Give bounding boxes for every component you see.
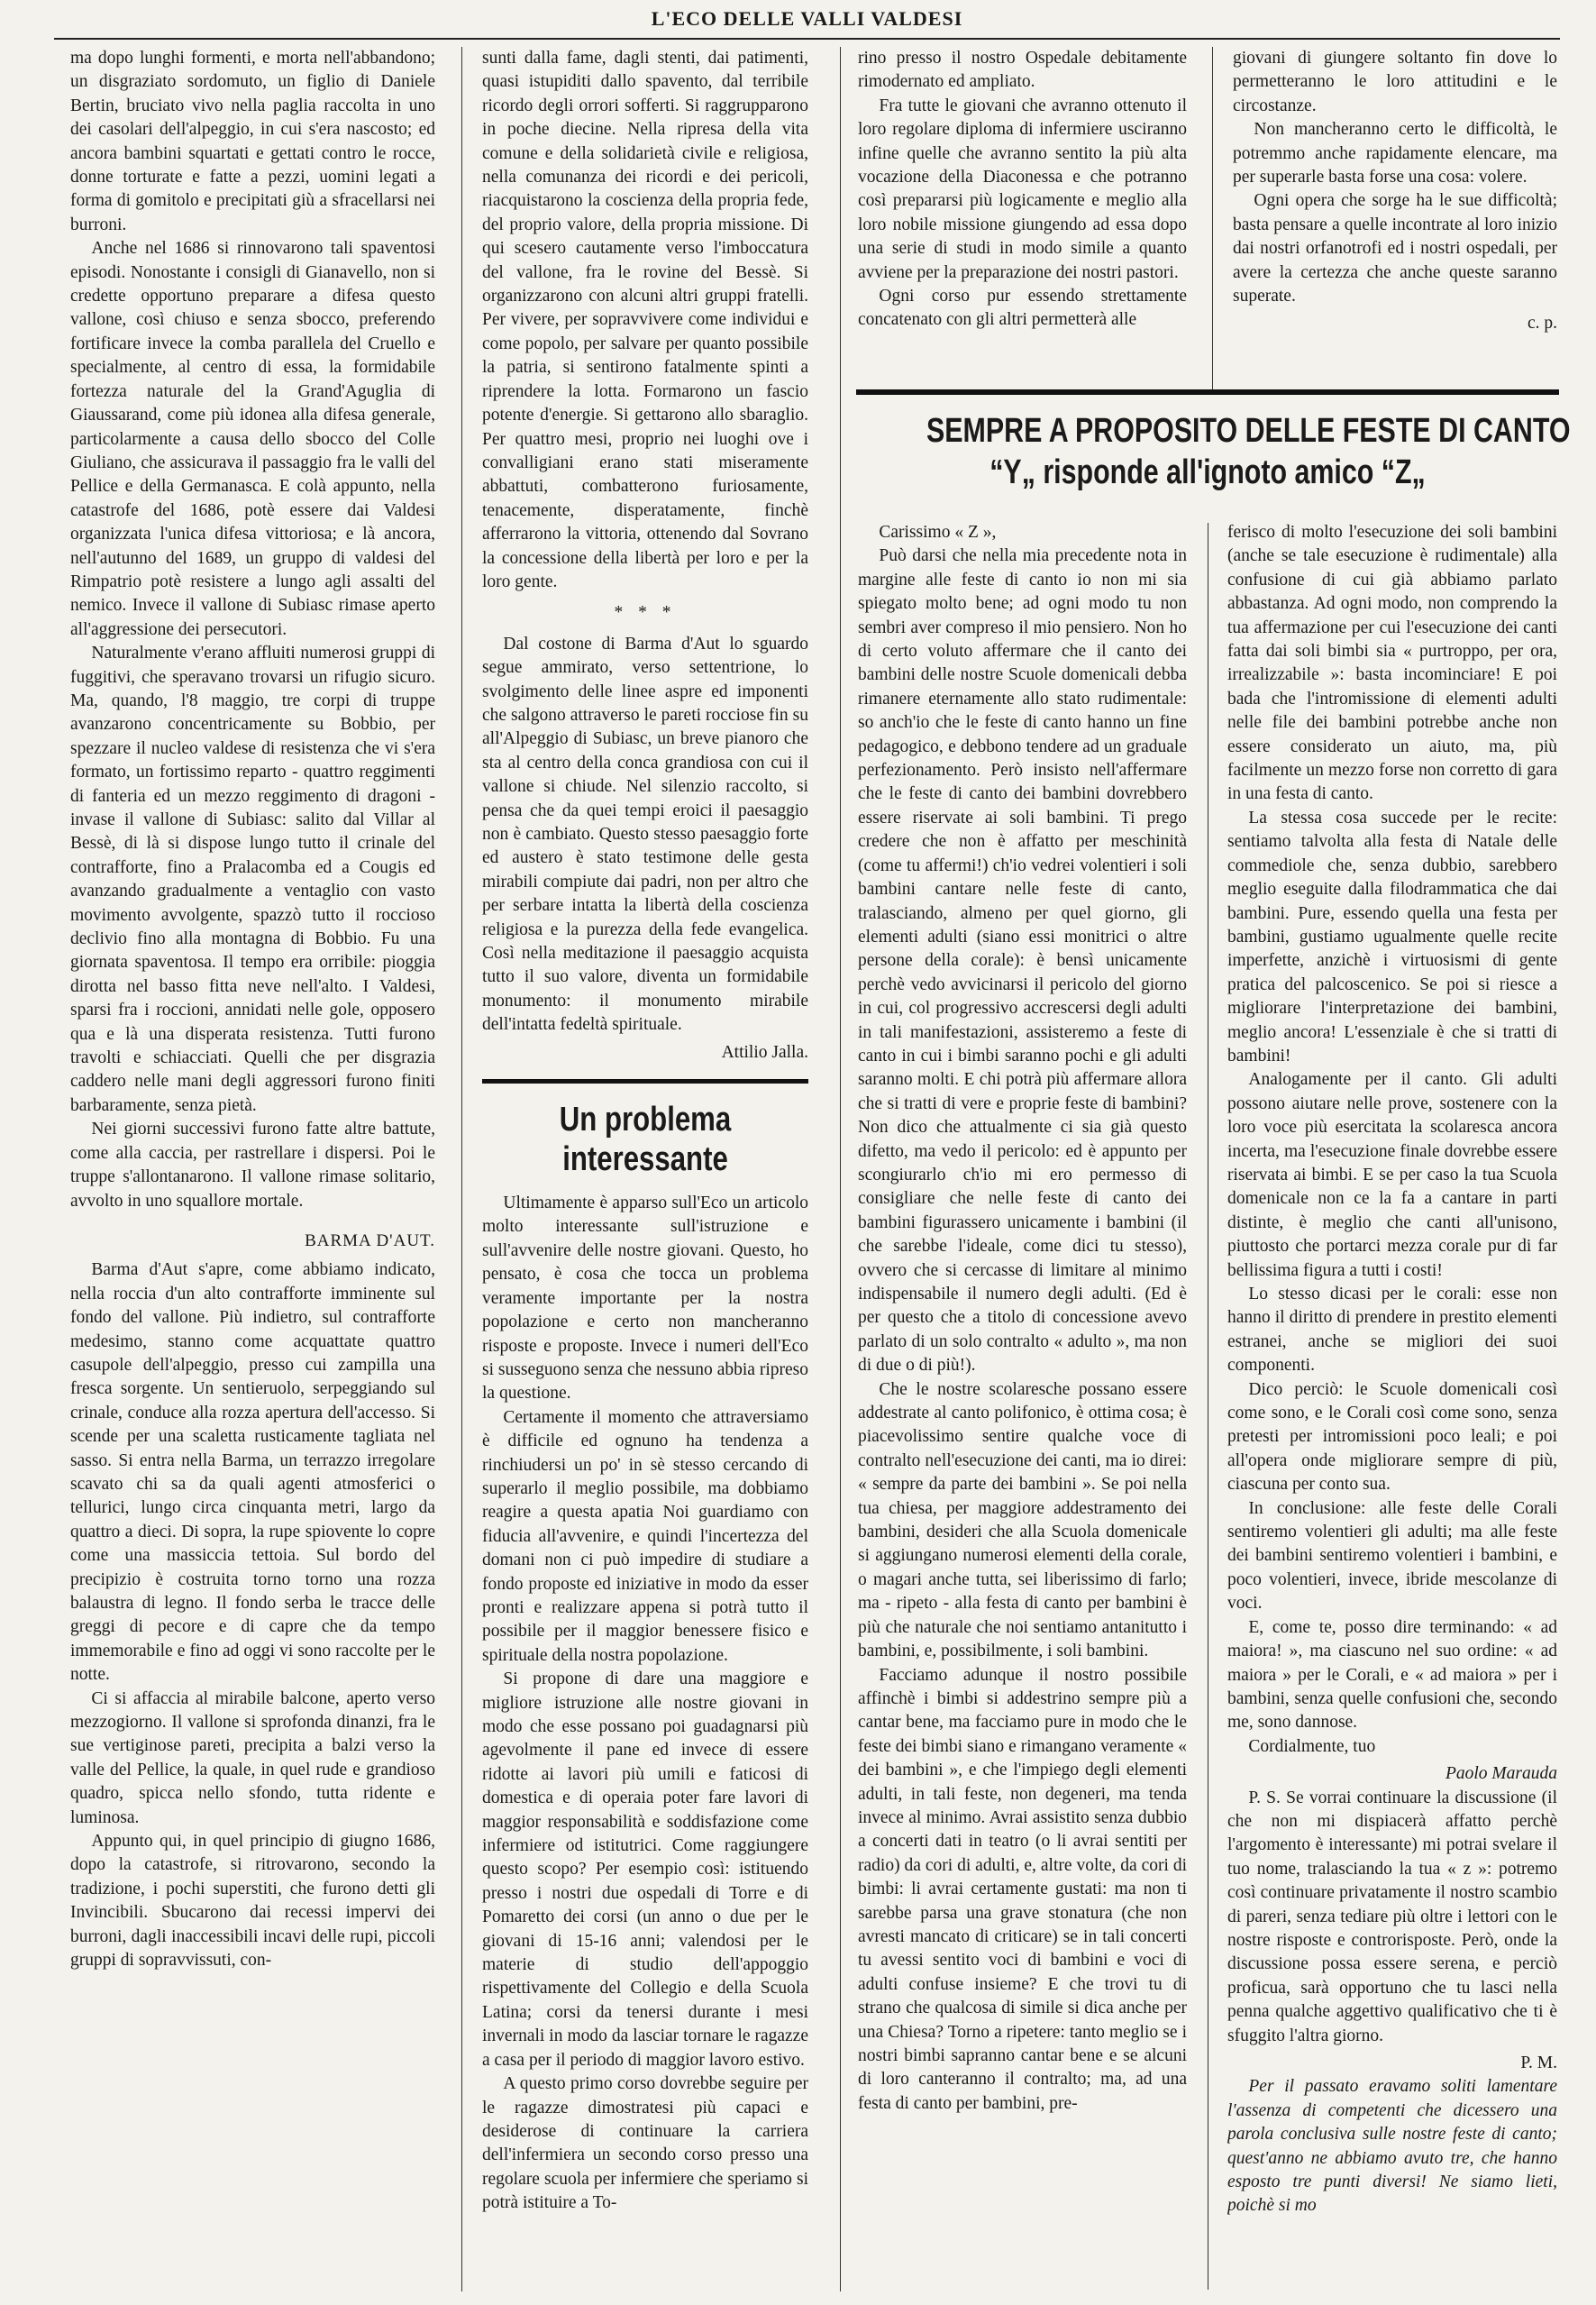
- paragraph: ferisco di molto l'esecuzione dei soli bambini (anche se tale esecuzione è rudimentale) alla confusione di cui già abbiamo parlato abbastanza. Ad ogni modo, non comprendo la tua affermazione per cui l'esecuzione dei canti fatta dai soli bimbi sia « purtroppo, per ora, irrealizzabile »: basta incominciare! E poi bada che l'intromissione di elementi adulti nelle file dei bambini potrebbe anche non essere considerato un aiuto, ma, più facilmente un mezzo forse non corretto di gara in una festa di canto.: [1227, 523, 1557, 804]
- paragraph: Fra tutte le giovani che avranno ottenuto il loro regolare diploma di infermiere usciranno infine quelle che avranno sentito la più alta vocazione della Diaconessa e che potranno così prepararsi più logicamente e meglio alla loro nobile missione giungendo ad essa dopo una serie di studi in modo simile a quanto avviene per la preparazione dei nostri pastori.: [858, 96, 1187, 282]
- paragraph: Barma d'Aut s'apre, come abbiamo indicato, nella roccia d'un alto contrafforte imminente sul fondo del vallone. Più indietro, sul contrafforte medesimo, stanno come acquattate quattro casupole dell'alpeggio, presso cui zampilla una fresca sorgente. Un sentieruolo, serpeggiando sul crinale, conduce alla rozza apertura dell'accesso. Si scende per una scaletta rusticamente tagliata nel sasso. Si entra nella Barma, un terrazzo irregolare scavato chi sa da quali agenti atmosferici o telluricі, lungo circa cinquanta metri, largo da quattro a dieci. Di sopra, la rupe spiovente lo copre come una massiccia tettoia. Sul bordo del precipizio è costruita torno torno una rozza balaustra di legno. Il fondo serba le tracce delle greggi di pecore e di capre che da tempo immemorabile e fino ad oggi vi sono raccolte per le notte.: [70, 1260, 435, 1685]
- separator-stars: * * *: [614, 603, 677, 623]
- editor-note: Per il passato eravamo soliti lamentare l'assenza di competenti che dicessero una parola conclusiva sulle nostre feste di canto; quest'anno ne abbiamo avuto tre, che hanno esposto tre punti diversi! Ne siamo lieti, poichè si mo: [1227, 2077, 1557, 2216]
- author-signature: c. p.: [1527, 314, 1557, 334]
- paragraph: A questo primo corso dovrebbe seguire per le ragazze dimostratesi più capaci e desiderose di continuare la carriera dell'infermiera un secondo corso presso una regolare scuola per infermiere che speriamo si potrà istituire a To-: [482, 2074, 808, 2213]
- article-headline: [856, 410, 1571, 493]
- paragraph: Dal costone di Barma d'Aut lo sguardo segue ammirato, verso settentrione, lo svolgimento delle linee aspre ed imponenti che salgono attraverso le pareti rocciose fin su all'Alpeggio di Subiasc, un breve pianoro che sta al centro della conca grandiosa con cui il vallone si chiude. Nel silenzio raccolto, si pensa che da quei tempi eroici il paesaggio non è cambiato. Questo stesso paesaggio forte ed austero è stato testimone delle gesta mirabili compiute dai padri, non per altro che per serbare intatta la libertà della coscienza religiosa e la purezza della fede evangelica. Così nella meditazione il paesaggio acquista tutto il suo valore, diventa un formidabile monumento: il monumento mirabile dell'intatta fedeltà spirituale.: [482, 634, 808, 1035]
- paragraph: Ultimamente è apparso sull'Eco un articolo molto interessante sull'istruzione e sull'avvenire delle nostre giovani. Questo, ho pensato, è cosa che tocca un problema veramente importante per la nostra popolazione e certo non mancheranno risposte e proposte. Invece i numeri dell'Eco si susseguono senza che nessuno abbia ripreso la questione.: [482, 1194, 808, 1404]
- paragraph: Analogamente per il canto. Gli adulti possono aiutare nelle prove, sostenere con la loro voce più esercitata la scolaresca ancora incerta, ma l'esecuzione finale dovrebbe essere riservata ai bimbi. E se per caso la tua Scuola domenicale non ce la fa a cantare in parti distinte, è meglio che canti all'unisono, piuttosto che portarci mezza corale pur di far bellissima figura a tutti i costi!: [1227, 1070, 1557, 1280]
- section-heading: BARMA D'AUT.: [305, 1230, 435, 1250]
- thick-rule: [482, 1079, 808, 1084]
- paragraph: Può darsi che nella mia precedente nota in margine alle feste di canto io non mi sia spiegato molto bene; ad ogni modo tu non sembri aver compreso il mio pensiero. Non ho di certo voluto affermare che il canto dei bambini delle nostre Scuole domenicali debba rimanere eternamente allo stato rudimentale: so anch'io che le feste di canto hanno un fine pedagogico, e debbono tendere ad un graduale perfezionamento. Però insisto nell'affermare che le feste di canto dei bambini dovrebbero essere riservate ai soli bambini. Ti prego credere che non è affatto per meschinità (come tu affermi!) ch'io vedrei volentieri i soli bambini cantare nelle feste di canto, tralasciando, almeno per quel giorno, gli elementi adulti (siano essi monitrici o altre persone della corale): è bensì unicamente perchè vedo avvicinarsi il pericolo del giorno in cui, col progressivo accrescersi degli adulti in tali manifestazioni, assisteremo a feste di canto in cui i bimbi saranno pochi e gli adulti saranno molti. E chi potrà più affermare allora che si tratti di vere e proprie feste di bambini? Non dico che attualmente ci sia già questo difetto, ma vedo il pericolo: ed è appunto per scongiurarlo ch'io mi ero permesso di consigliare che nelle feste di canto dei bambini figurassero unicamente i bambini (il che sarebbe l'ideale, come dici tu stesso), ovvero che si cercasse di limitare al minimo indispensabile il numero degli adulti. (Ed è per questo che a titolo di concessione avevo parlato di un solo contralto « adulto », ma non di due o di più!).: [858, 546, 1187, 1376]
- column-4-bottom: [1227, 521, 1557, 2288]
- paragraph: rino presso il nostro Ospedale debitamente rimodernato ed ampliato.: [858, 49, 1187, 92]
- paragraph: Nei giorni successivi furono fatte altre battute, come alla caccia, per rastrellare i dispersi. Poi le truppe s'allontanarono. Il vallone rimase solitario, avvolto in uno squallore mortale.: [70, 1120, 435, 1211]
- paragraph: Non mancheranno certo le difficoltà, le potremmo anche rapidamente elencare, ma per superarle basta forse una cosa: volere.: [1233, 120, 1557, 188]
- paragraph: Anche nel 1686 si rinnovarono tali spaventosi episodi. Nonostante i consigli di Gianavello, non si credette opportuno preparare a difesa questo vallone, così chiuso e senza sbocco, preferendo fortificare invece la comba parallela del Cruello e specialmente, al centro di essa, la formidabile fortezza naturale del la Grand'Agugliа di Giaussarand, come più idonea alla difesa generale, particolarmente a causa dello sbocco del Colle Giuliano, che assicurava il passaggio fra le valli del Pellice e della Germanasca. E colà appunto, nella catastrofe del 1686, potè essere dai Valdesi organizzata l'unica difesa vittoriosa; e là ancora, nell'autunno del 1689, un gruppo di valdesi del Rimpatrio potè resistere a lungo agli assalti del nemico. Invece il vallone di Subiasc rimase aperto all'aggressione dei persecutori.: [70, 239, 435, 639]
- paragraph: Dico perciò: le Scuole domenicali così come sono, e le Corali così come sono, senza pretesti per intromissioni poco leali; e poi all'opera onde migliorare sempre di più, ciascuna per conto sua.: [1227, 1379, 1557, 1495]
- paragraph: Cordialmente, tuo: [1248, 1736, 1376, 1756]
- paragraph: La stessa cosa succede per le recite: sentiamo talvolta alla festa di Natale delle commediole che, senza dubbio, sarebbero meglio eseguite dalla filodrammatica che dai bambini. Pure, essendo quella una festa per bambini, gustiamo ugualmente quelle recite imperfette, anzichè i virtuosismi di gente pratica del palcoscenico. Se poi si riesce a migliorare l'interpretazione dei bambini, meglio ancora! L'essenziale è che si tratti di bambini!: [1227, 808, 1557, 1066]
- author-signature: Attilio Jalla.: [721, 1042, 808, 1062]
- paragraph: giovani di giungere soltanto fin dove lo permetteranno le loro attitudini e le circostanze.: [1233, 49, 1557, 115]
- paragraph: Ogni opera che sorge ha le sue difficoltà; basta pensare a quelle incontrate al loro inizio dai nostri orfanotrofi ed i nostri ospedali, per avere la certezza che anche queste saranno superate.: [1233, 191, 1557, 306]
- paragraph: Che le nostre scolaresche possano essere addestrate al canto polifonico, è ottima cosa; è piacevolissimo sentire qualche voce di contralto nell'esecuzione dei canti, ma io direi: « sempre da parte dei bambini ». Se poi nella tua chiesa, per maggiore addestramento dei bambini, desideri che alla Scuola domenicale si aggiungano numerosi elementi della corale, o magari anche tutta, sei liberissimo di farlo; ma - ripeto - alla festa di canto per bambini è più che naturale che noi sentiamo antanitutto i bambini, e, possibilmente, i soli bambini.: [858, 1379, 1187, 1661]
- paragraph: In conclusione: alle feste delle Corali sentiremo volentieri gli adulti; ma alle feste dei bambini sentiremo volentieri i bambini, e poco volentieri, invece, ibride mescolanze di voci.: [1227, 1498, 1557, 1614]
- paragraph: Appunto qui, in quel principio di giugno 1686, dopo la catastrofe, si ritrovarono, secondo la tradizione, i pochi superstiti, che furono detti gli Invincibili. Sbucarono dai recessi impervi dei burroni, dagli inaccessibili incavi delle rupi, piccoli gruppi di sopravvissuti, con-: [70, 1832, 435, 1971]
- postscript-signature: P. M.: [1520, 2053, 1557, 2072]
- column-rule: [461, 47, 462, 2291]
- column-3-bottom: [858, 521, 1187, 2288]
- column-rule: [840, 47, 841, 2291]
- paragraph: Lo stesso dicasi per le corali: esse non hanno il diritto di prendere in prestito elementi estranei, anche se migliori dei suoi componenti.: [1227, 1285, 1557, 1376]
- paragraph: Naturalmente v'erano affluiti numerosi gruppi di fuggitivi, che speravano trovarsi un rifugio sicuro. Ma, quando, l'8 maggio, tre corpi di truppe avanzarono concentricamente su Bobbio, per spezzare il nucleo valdese di resistenza che vi s'era formato, un fortissimo reparto - quattro reggimenti di fanteria ed un mezzo reggimento di dragoni - invase il vallone di Subiasc: salito dal Villar al Bessè, di là si dispose lungo tutto il crinale del contrafforte, fino a Pralacomba ed a Cougis ed avanzando gradualmente a ventaglio con vasto movimento avvolgente, spazzò tutto il roccioso declivio fino alla montagna di Bobbio. Fu una giornata spaventosa. Il tempo era orribile: pioggia dirotta nel basso fitta neve nell'alto. I Valdesi, sparsi fra i roccioni, annidati nelle gole, opposero qua e là una disperata resistenza. Tutti furono travolti e schiacciati. Quelli che per disgrazia caddero nelle mani degli aggressori furono finiti barbaramente, senza pietà.: [70, 644, 435, 1115]
- paragraph: E, come te, posso dire terminando: « ad maiora! », ma ciascuno nel suo ordine: « ad maiora » per le Corali, e « ad maiora » per i bambini, senza quelle confusioni che, secondo me, sono dannose.: [1227, 1617, 1557, 1733]
- paragraph: Ogni corso pur essendo strettamente concatenato con gli altri permetterà alle: [858, 287, 1187, 330]
- paragraph: Ci si affaccia al mirabile balcone, aperto verso mezzogiorno. Il vallone si sprofonda dinanzi, fra le sue vertiginose pareti, precipita a balzi verso la valle del Pellice, la quale, in quel rude e grandioso quadro, spicca nello sfondo, tutta ridente e luminosa.: [70, 1688, 435, 1827]
- salutation: Carissimo « Z »,: [879, 523, 997, 542]
- paragraph: Certamente il momento che attraversiamo è difficile ed ognuno ha tendenza a rinchiudersi un po' in sè stesso cercando di superarlo il meglio possibile, ma dobbiamo reagire a questa apatia Noi guardiamo con fiducia all'avvenire, e quindi l'incertezza del domani non ci può impedire di studiare a fondo proposte ed iniziative in modo da esser pronti e realizzare appena si potrà tutto il possibile per il maggior benessere fisico e spirituale della nostra popolazione.: [482, 1407, 808, 1665]
- postscript: P. S. Se vorrai continuare la discussione (il che non mi dispiacerà affatto perchè l'argomento è interessante) mi potrai svelare il tuo nome, tralasciando la tua « z »: potremo così continuare privatamente il nostro scambio di pareri, senza tediare più oltre i lettori con le nostre risposte e controrisposte. Però, onde la discussione possa essere serena, e perciò proficua, sarà opportuno che tu lasci nella penna qualche aggettivo qualificativo che ti è sfuggito l'altra giorno.: [1227, 1788, 1557, 2045]
- column-1: [70, 47, 435, 2300]
- headline-line-1: SEMPRE A PROPOSITO DELLE FESTE DI CANTO: [926, 412, 1571, 450]
- author-signature: Paolo Marauda: [1445, 1764, 1557, 1784]
- paragraph: sunti dalla fame, dagli stenti, dai patimenti, quasi istupiditi dallo spavento, dal terribile ricordo degli orrori sofferti. Si raggrupparono in poche diecine. Nella ripresa della vita comune e della solidarietà civile e religiosa, nella comunanza dei ricordi e dei pericoli, riacquistarono la coscienza della propria fede, del proprio valore, della propria missione. Di qui scesero cautamente verso l'imboccatura del vallone, fra le rovine del Bessè. Si organizzarono con alcuni altri gruppi fratelli. Per vivere, per sopravvivere come individui e come popolo, per salvare per quanto possibile la patria, si sentirono fatalmente spinti a riprendere la lotta. Formarono un fascio potente d'energie. Si gettarono allo sbaraglio. Per quattro mesi, proprio nei luoghi ove i convalligiani erano stati miseramente abbattuti, combatterono furiosamente, tenacemente, disperatamente, finchè afferrarono la vittoria, ottenendo dal Sovrano la concessione della libertà per loro e per la loro gente.: [482, 49, 808, 591]
- column-4-top: [1233, 47, 1557, 380]
- paragraph: ma dopo lunghi formenti, e morta nell'abbandono; un disgraziato sordomuto, un figlio di Daniele Bertin, bruciato vivo nella paglia raccolta in uno dei casolari dell'alpeggio, in cui s'era nascosto; ed ancora bambini squartati e gettati contro le rocce, donne torturate e fatte a pezzi, uomini legati a forma di gomitolo e precipitati giù a sfracellarsi nei burroni.: [70, 49, 435, 234]
- title-rule: [856, 389, 1559, 395]
- article-title: Un problema interessante: [559, 1101, 732, 1179]
- column-2: [482, 47, 808, 2300]
- headline-line-2: “Y„ risponde all'ignoto amico “Z„: [990, 453, 1426, 491]
- column-3-top: [858, 47, 1187, 380]
- paragraph: Facciamo adunque il nostro possibile affinchè i bimbi si addestrino sempre più a cantar bene, ma facciamo pure in modo che le feste dei bimbi siano e rimangano veramente « dei bambini », e che l'impiego degli elementi adulti, in tali feste, non degeneri, ma tenda invece al minimo. Avrai assistito senza dubbio a concerti dati in teatro (o li avrai sentiti per radio) da cori di adulti, e, altre volte, da cori di bimbi: li avrai certamente gustati: ma non ti sarebbe parsa una grave stonatura (che non avresti mancato di criticare) se in tali concerti tu avessi sentito voci di bambini e voci di adulti confuse insieme? E che trovi tu di strano che qualcosa di simile si dica anche per una Chiesa? Torno a ripetere: tanto meglio se i nostri bimbi sapranno cantar bene e se alcuni di loro canteranno il contralto; ma, ad una festa di canto per bambini, pre-: [858, 1665, 1187, 2113]
- paragraph: Si propone di dare una maggiore e migliore istruzione alle nostre giovani in modo che esse possano poi guadagnarsi più agevolmente il pane ed invece di essere ridotte ai lavori più umili e faticosi di domestica e di operaia poter fare lavori di maggior responsabilità e soddisfazione come infermiere od istitutrici. Come raggiungere questo scopo? Per esempio così: istituendo presso i nostri due ospedali di Torre e di Pomaretto dei corsi (un anno o due per le giovani di 15-16 anni; valendosi per le materie di studio dell'appoggio rispettivamente del Collegio e della Scuola Latina; corsi da tenersi durante i mesi invernali in modo da lasciar tornare le ragazze a casa per il periodo di maggior lavoro estivo.: [482, 1669, 808, 2070]
- masthead: L'ECO DELLE VALLI VALDESI: [54, 7, 1560, 40]
- column-rule: [1212, 47, 1213, 389]
